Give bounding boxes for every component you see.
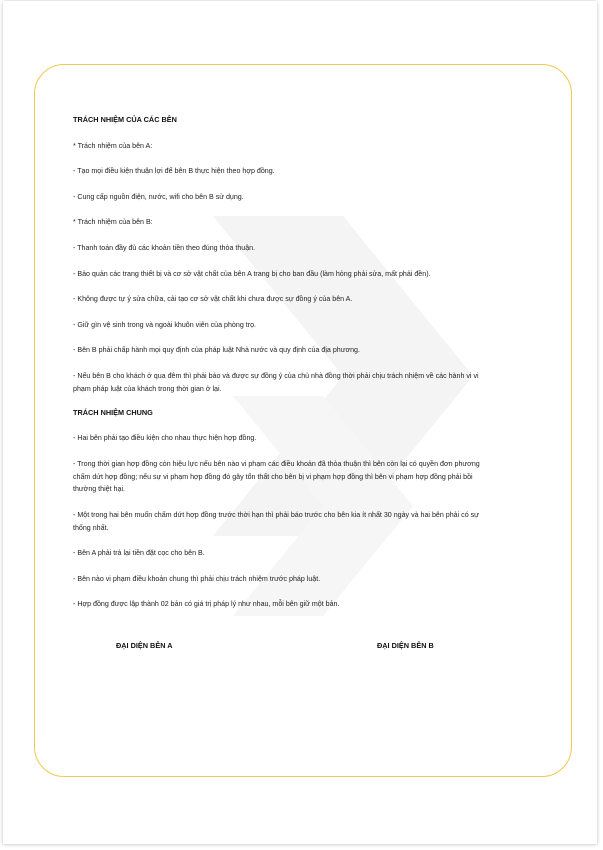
signature-label-party-a: ĐẠI DIỆN BÊN A bbox=[116, 641, 173, 650]
paragraph: * Trách nhiệm của bên B: bbox=[73, 218, 153, 227]
section-heading-general: TRÁCH NHIỆM CHUNG bbox=[73, 407, 153, 417]
paragraph: - Hợp đồng được lập thành 02 bản có giá trị pháp lý như nhau, mỗi bên giữ một bản. bbox=[73, 600, 340, 609]
paragraph: - Bảo quản các trang thiết bị và cơ sở vật chất của bên A trang bị cho ban đầu (làm hỏng phải sửa, mất phải đền). bbox=[73, 269, 431, 278]
paragraph: - Tạo mọi điều kiện thuận lợi để bên B thực hiện theo hợp đồng. bbox=[73, 167, 275, 176]
paragraph: * Trách nhiệm của bên A: bbox=[73, 141, 153, 150]
paragraph: - Một trong hai bên muốn chấm dứt hợp đồng trước thời hạn thì phải báo trước cho bên kia ít nhất 30 ngày và hai bên phải có sự thống nhất. bbox=[73, 510, 479, 532]
paragraph: - Bên nào vi phạm điều khoản chung thì phải chịu trách nhiệm trước pháp luật. bbox=[73, 574, 321, 583]
paragraph: - Thanh toán đầy đủ các khoản tiền theo đúng thỏa thuận. bbox=[73, 243, 256, 252]
paragraph: - Hai bên phải tạo điều kiện cho nhau thực hiện hợp đồng. bbox=[73, 434, 257, 443]
paragraph: - Bên B phải chấp hành mọi quy định của pháp luật Nhà nước và quy định của địa phương. bbox=[73, 346, 360, 355]
paragraph: - Nếu bên B cho khách ở qua đêm thì phải báo và được sự đồng ý của chủ nhà đồng thời phải chịu trách nhiệm về các hành vi vi phạm pháp luật của khách trong thời gian ở lại. bbox=[73, 371, 479, 393]
document-body bbox=[73, 114, 493, 611]
signature-label-party-b: ĐẠI DIỆN BÊN B bbox=[377, 641, 434, 650]
paragraph: - Giữ gìn vệ sinh trong và ngoài khuôn viên của phòng trọ. bbox=[73, 320, 256, 329]
paragraph: - Bên A phải trả lại tiền đặt cọc cho bên B. bbox=[73, 549, 205, 558]
paragraph: - Cung cấp nguồn điện, nước, wifi cho bên B sử dụng. bbox=[73, 192, 244, 201]
section-heading-responsibilities: TRÁCH NHIỆM CỦA CÁC BÊN bbox=[73, 115, 177, 124]
paragraph: - Trong thời gian hợp đồng còn hiệu lực nếu bên nào vi phạm các điều khoản đã thỏa thuận thì bên còn lại có quyền đơn phương chấm dứt hợp đồng; nếu sự vi phạm hợp đồng đó gây tổn thất cho bên bị vi phạm hợp đồng thì bên vi phạm hợp đồng phải bồi thường thiệt hại. bbox=[73, 459, 480, 494]
paragraph: - Không được tự ý sửa chữa, cải tạo cơ sở vật chất khi chưa được sự đồng ý của bên A. bbox=[73, 295, 353, 304]
document-page bbox=[3, 1, 597, 844]
